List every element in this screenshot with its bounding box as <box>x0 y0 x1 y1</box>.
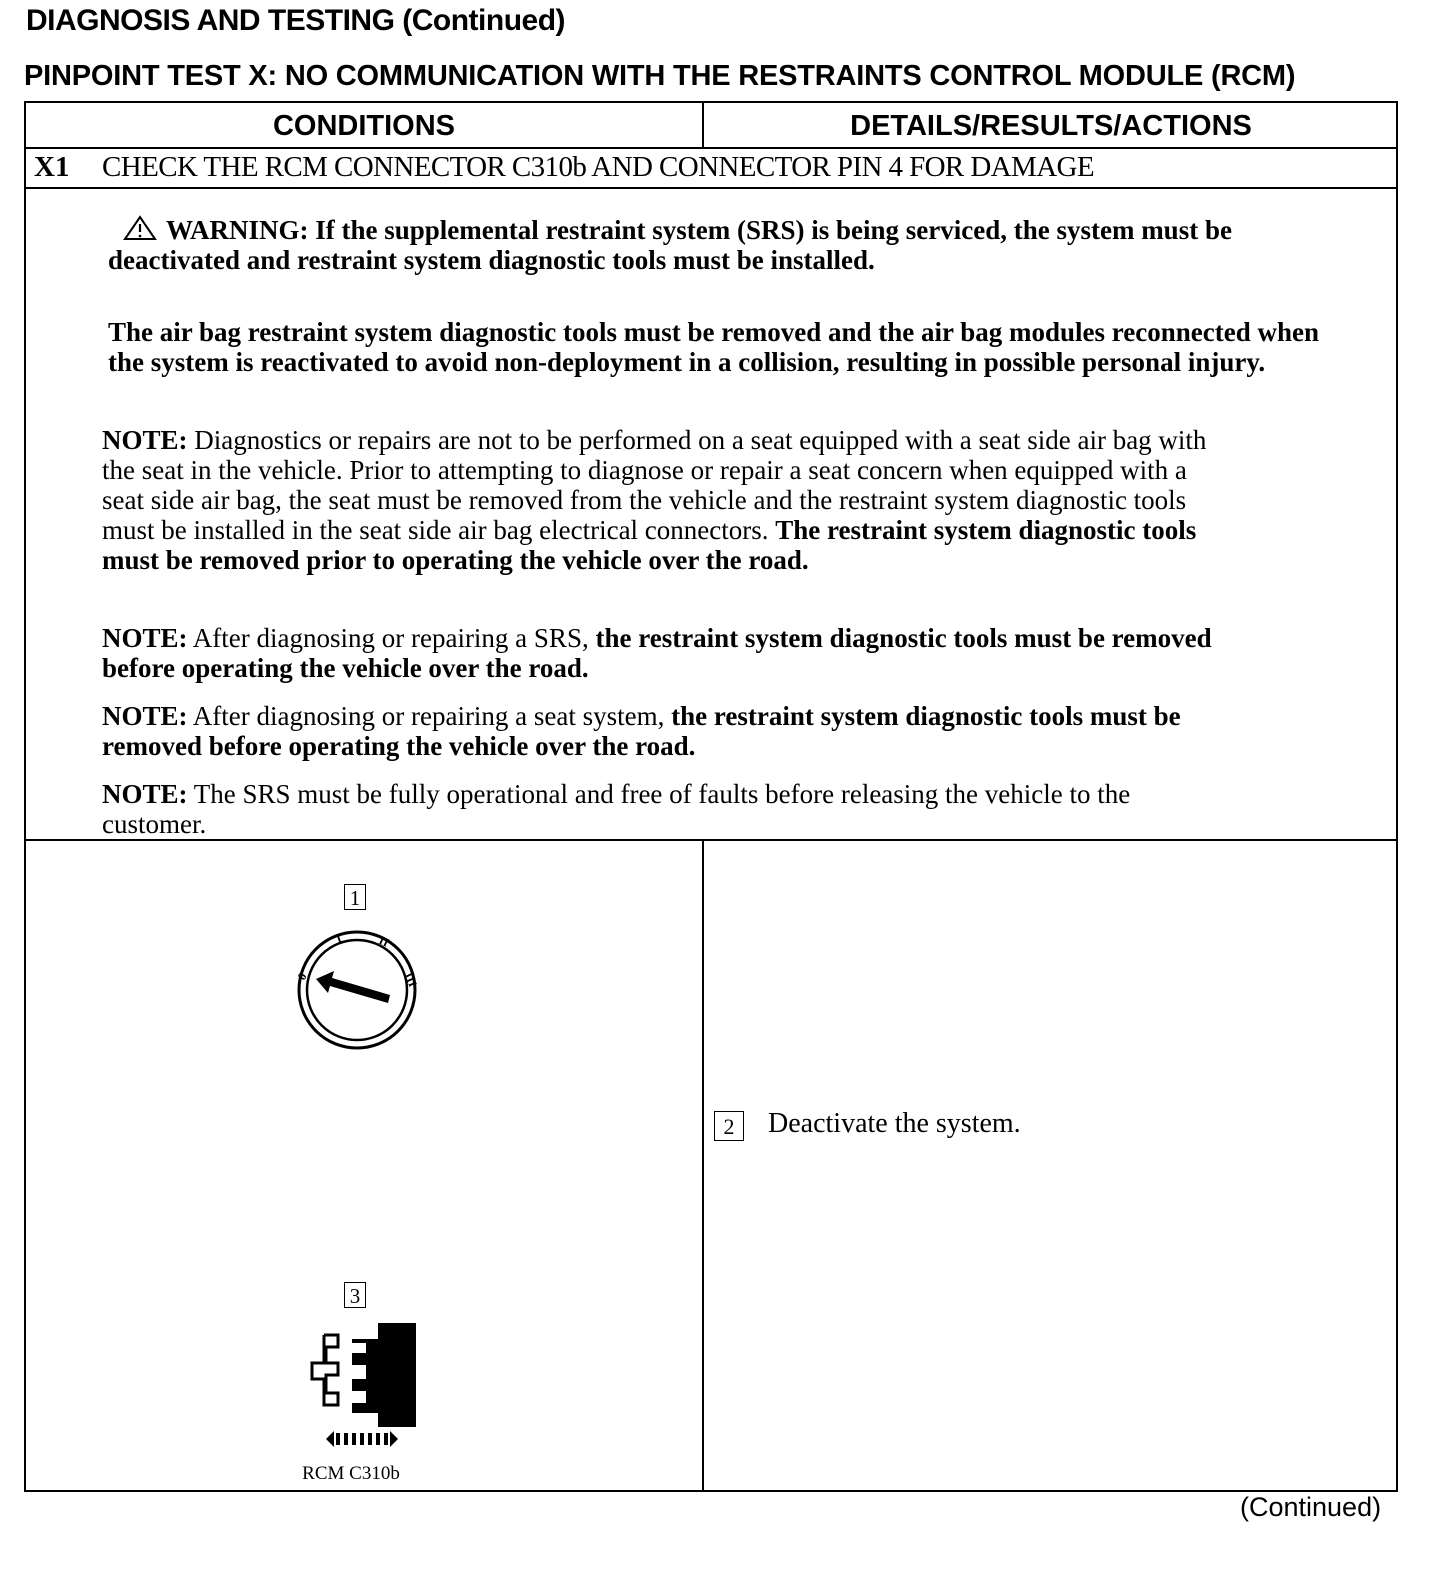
note-emphasis: the restraint system diagnostic tools must be removed before operating the vehicle over the road. <box>102 623 1212 683</box>
step-2-text: Deactivate the system. <box>768 1108 1021 1139</box>
note-text: Diagnostics or repairs are not to be performed on a seat equipped with a seat side air bag with the seat in the vehicle. Prior to attempting to diagnose or repair a seat concern when equipped with a seat side air bag, the seat must be removed from the vehicle and the restraint system diagnostic tools must be installed in the seat side air bag electrical connectors. <box>102 425 1207 545</box>
warning-text: WARNING: If the supplemental restraint system (SRS) is being serviced, the system must be deactivated and restraint system diagnostic tools must be installed. <box>108 215 1232 275</box>
note-1 <box>102 425 1212 575</box>
warning-triangle-icon <box>122 215 158 241</box>
note-4 <box>102 779 1212 839</box>
note-label: NOTE: <box>102 425 188 455</box>
warning-notes-box <box>26 189 1396 841</box>
step-title: CHECK THE RCM CONNECTOR C310b AND CONNECTOR PIN 4 FOR DAMAGE <box>102 151 1094 183</box>
note-label: NOTE: <box>102 623 188 653</box>
ignition-pos-0: 0 <box>294 970 310 983</box>
pinpoint-test-table <box>24 101 1398 1492</box>
rcm-connector-icon <box>286 1317 416 1457</box>
note-3 <box>102 701 1212 761</box>
warning-paragraph <box>108 215 1338 275</box>
note-text: After diagnosing or repairing a SRS, <box>192 623 589 653</box>
column-header-details: DETAILS/RESULTS/ACTIONS <box>850 110 1252 142</box>
step-row-x1 <box>26 147 1396 189</box>
step-1-number: 1 <box>344 884 366 910</box>
step-3-number: 3 <box>344 1282 366 1308</box>
note-text: The SRS must be fully operational and free of faults before releasing the vehicle to the customer. <box>102 779 1131 839</box>
ignition-switch-icon <box>294 923 424 1053</box>
step-id: X1 <box>34 151 70 183</box>
test-title: PINPOINT TEST X: NO COMMUNICATION WITH THE RESTRAINTS CONTROL MODULE (RCM) <box>24 60 1296 92</box>
warning-paragraph-2: The air bag restraint system diagnostic tools must be removed and the air bag modules reconnected when the system is reactivated to avoid non-deployment in a collision, resulting in possible personal injury. <box>108 317 1319 377</box>
column-header-conditions: CONDITIONS <box>26 103 704 147</box>
note-emphasis: the restraint system diagnostic tools must be removed before operating the vehicle over the road. <box>102 701 1181 761</box>
ignition-pos-1: I <box>334 931 344 946</box>
note-2 <box>102 623 1212 683</box>
note-emphasis: The restraint system diagnostic tools must be removed prior to operating the vehicle over the road. <box>102 515 1197 575</box>
note-text: After diagnosing or repairing a seat system, <box>192 701 665 731</box>
note-label: NOTE: <box>102 779 188 809</box>
column-divider <box>702 841 704 1490</box>
connector-caption: RCM C310b <box>302 1463 400 1484</box>
procedure-steps-area <box>26 841 1396 1490</box>
note-label: NOTE: <box>102 701 188 731</box>
continued-label: (Continued) <box>1240 1492 1382 1522</box>
column-header-row <box>26 103 1396 149</box>
step-2-number: 2 <box>714 1111 744 1141</box>
ignition-pos-2: II <box>376 933 392 950</box>
page-header: DIAGNOSIS AND TESTING (Continued) <box>26 4 566 37</box>
ignition-pos-3: III <box>401 970 420 989</box>
